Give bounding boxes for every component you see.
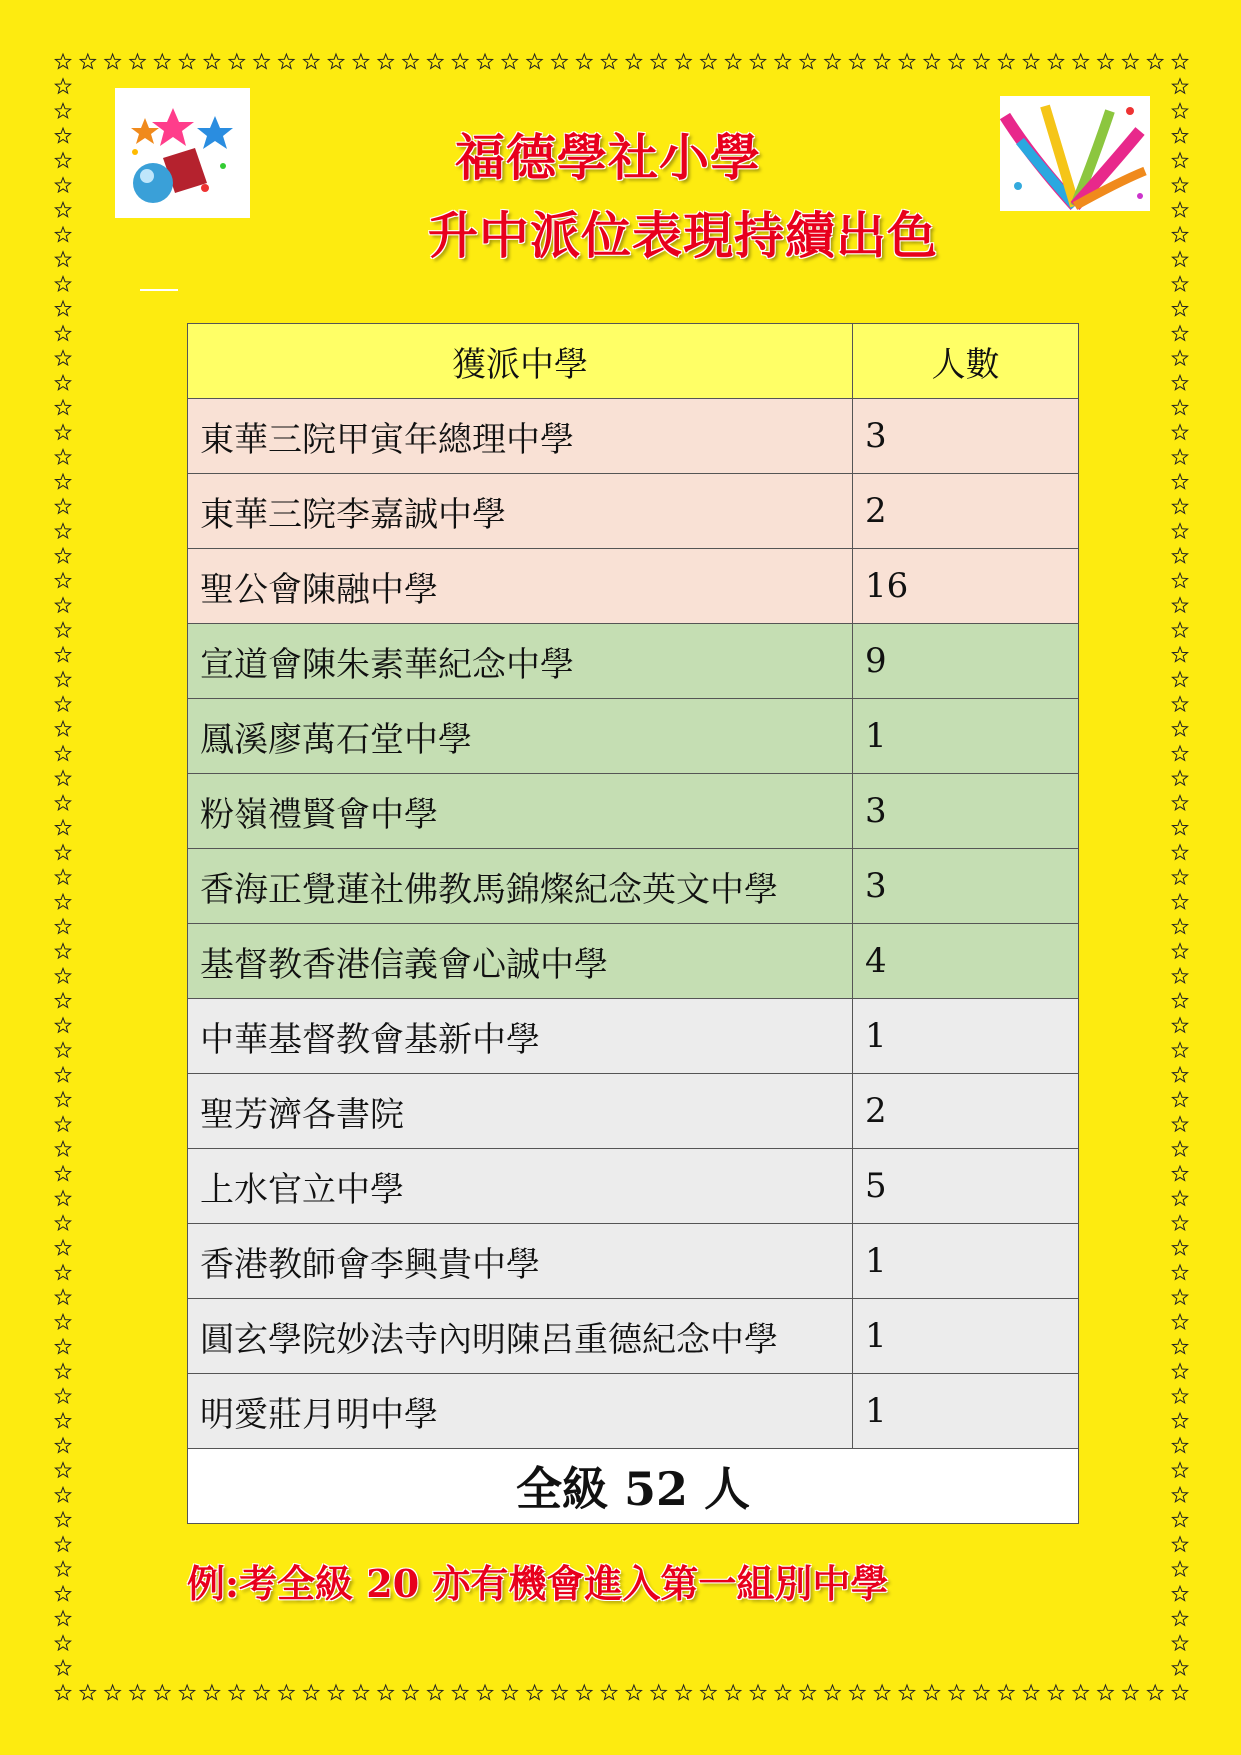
- border-star-icon: [1172, 573, 1187, 587]
- border-star-icon: [899, 54, 914, 69]
- border-star-icon: [1048, 1685, 1063, 1700]
- border-star-icon: [55, 1018, 70, 1032]
- table-row: [188, 849, 1079, 924]
- border-star-icon: [775, 1685, 790, 1700]
- border-star-icon: [1172, 301, 1187, 316]
- border-star-icon: [1172, 771, 1187, 785]
- border-star-icon: [1123, 54, 1138, 69]
- border-star-icon: [55, 524, 70, 539]
- border-star-icon: [850, 1685, 865, 1700]
- border-star-icon: [1172, 1018, 1187, 1032]
- border-star-icon: [105, 54, 120, 69]
- border-star-icon: [55, 400, 70, 414]
- divider: [140, 289, 178, 291]
- border-star-icon: [55, 870, 70, 885]
- border-star-icon: [602, 54, 617, 69]
- border-star-icon: [55, 672, 70, 687]
- total-row: [188, 1449, 1079, 1524]
- border-star-icon: [1172, 1586, 1187, 1600]
- border-star-icon: [1048, 54, 1063, 69]
- border-star-icon: [1073, 54, 1088, 69]
- border-star-icon: [105, 1685, 120, 1700]
- border-star-icon: [1172, 1314, 1187, 1329]
- student-count-cell: 1: [853, 1299, 1079, 1374]
- border-star-icon: [1172, 54, 1187, 69]
- border-star-icon: [1172, 894, 1187, 909]
- border-star-icon: [55, 1043, 70, 1058]
- table-row: [188, 549, 1079, 624]
- border-star-icon: [55, 1067, 70, 1082]
- student-count-cell: 9: [853, 624, 1079, 699]
- school-name-cell: 聖芳濟各書院: [188, 1074, 853, 1149]
- border-star-icon: [552, 1685, 567, 1700]
- border-star-icon: [55, 1537, 70, 1552]
- student-count-cell: 5: [853, 1149, 1079, 1224]
- border-star-icon: [1172, 1463, 1187, 1478]
- border-star-icon: [800, 1685, 815, 1700]
- border-star-icon: [378, 54, 393, 69]
- border-star-icon: [750, 54, 765, 69]
- border-star-icon: [55, 1561, 70, 1576]
- border-star-icon: [55, 1290, 70, 1305]
- border-star-icon: [55, 1512, 70, 1527]
- table-row: [188, 999, 1079, 1074]
- border-star-icon: [1172, 1191, 1187, 1205]
- border-star-icon: [55, 103, 70, 118]
- border-star-icon: [1172, 79, 1187, 94]
- border-star-icon: [577, 1685, 592, 1700]
- student-count-cell: 1: [853, 699, 1079, 774]
- school-name-cell: 東華三院甲寅年總理中學: [188, 399, 853, 474]
- border-star-icon: [55, 771, 70, 785]
- border-star-icon: [1172, 1364, 1187, 1379]
- student-count-cell: 3: [853, 399, 1079, 474]
- table-row: [188, 1149, 1079, 1224]
- border-star-icon: [1172, 870, 1187, 885]
- border-star-icon: [999, 54, 1014, 69]
- table-row: [188, 1224, 1079, 1299]
- border-star-icon: [55, 1413, 70, 1427]
- border-star-icon: [577, 54, 592, 69]
- border-star-icon: [1172, 103, 1187, 118]
- border-star-icon: [1024, 54, 1039, 69]
- table-row: [188, 774, 1079, 849]
- border-star-icon: [1148, 1685, 1163, 1700]
- border-star-icon: [1172, 1512, 1187, 1527]
- border-star-icon: [999, 1685, 1014, 1700]
- border-star-icon: [353, 1685, 368, 1700]
- border-star-icon: [1172, 524, 1187, 539]
- border-star-icon: [55, 894, 70, 909]
- border-star-icon: [55, 944, 70, 959]
- border-star-icon: [453, 54, 468, 69]
- border-star-icon: [502, 1685, 517, 1700]
- border-star-icon: [55, 301, 70, 316]
- border-star-icon: [775, 54, 790, 69]
- border-star-icon: [477, 54, 492, 69]
- table-body: [188, 399, 1079, 1449]
- border-star-icon: [825, 54, 840, 69]
- border-star-icon: [55, 820, 70, 834]
- total-count: 全級 52 人: [188, 1449, 1079, 1524]
- border-star-icon: [1073, 1685, 1088, 1700]
- border-star-icon: [477, 1685, 492, 1700]
- border-star-icon: [1172, 820, 1187, 834]
- border-star-icon: [55, 573, 70, 587]
- page-subtitle: 升中派位表現持續出色: [428, 207, 938, 265]
- border-star-icon: [55, 54, 70, 69]
- border-star-icon: [55, 128, 70, 143]
- school-name-cell: 基督教香港信義會心誠中學: [188, 924, 853, 999]
- border-star-icon: [1172, 1611, 1187, 1625]
- border-star-icon: [825, 1685, 840, 1700]
- border-star-icon: [55, 1141, 70, 1156]
- border-star-icon: [949, 54, 964, 69]
- border-star-icon: [1172, 178, 1187, 192]
- border-star-icon: [80, 54, 95, 69]
- placement-table: [187, 323, 1079, 1524]
- border-star-icon: [55, 178, 70, 192]
- border-star-icon: [949, 1685, 964, 1700]
- border-star-icon: [726, 54, 741, 69]
- border-star-icon: [1172, 326, 1187, 341]
- fireworks-burst-icon: [1000, 96, 1150, 211]
- border-star-icon: [1172, 598, 1187, 612]
- border-star-icon: [875, 1685, 890, 1700]
- border-star-icon: [1172, 375, 1187, 389]
- school-name-cell: 明愛莊月明中學: [188, 1374, 853, 1449]
- border-star-icon: [55, 1685, 70, 1700]
- border-star-icon: [924, 1685, 939, 1700]
- border-star-icon: [279, 1685, 294, 1700]
- border-star-icon: [875, 54, 890, 69]
- footnote: 例:考全級 20 亦有機會進入第一組別中學: [187, 1561, 889, 1606]
- border-star-icon: [55, 1240, 70, 1255]
- border-star-icon: [1172, 499, 1187, 514]
- border-star-icon: [1172, 1339, 1187, 1354]
- border-star-icon: [1172, 795, 1187, 809]
- border-star-icon: [1172, 128, 1187, 143]
- border-star-icon: [55, 79, 70, 94]
- table-row: [188, 1074, 1079, 1149]
- border-star-icon: [899, 1685, 914, 1700]
- border-star-icon: [453, 1685, 468, 1700]
- border-star-icon: [55, 647, 70, 662]
- border-star-icon: [1172, 1487, 1187, 1502]
- border-star-icon: [1098, 54, 1113, 69]
- border-star-icon: [254, 1685, 269, 1700]
- border-star-icon: [55, 252, 70, 267]
- table-row: [188, 1299, 1079, 1374]
- column-header-school: 獲派中學: [188, 324, 853, 399]
- border-star-icon: [304, 54, 319, 69]
- table-row: [188, 1374, 1079, 1449]
- student-count-cell: 3: [853, 774, 1079, 849]
- border-star-icon: [701, 1685, 716, 1700]
- student-count-cell: 2: [853, 1074, 1079, 1149]
- border-star-icon: [651, 54, 666, 69]
- border-star-icon: [676, 54, 691, 69]
- border-star-icon: [279, 54, 294, 69]
- border-star-icon: [304, 1685, 319, 1700]
- border-star-icon: [1172, 919, 1187, 934]
- school-name-cell: 香港教師會李興貴中學: [188, 1224, 853, 1299]
- border-star-icon: [1172, 672, 1187, 687]
- border-star-icon: [155, 54, 170, 69]
- border-star-icon: [1172, 1660, 1187, 1675]
- border-star-icon: [1172, 968, 1187, 983]
- border-star-icon: [1172, 697, 1187, 712]
- border-star-icon: [1172, 1265, 1187, 1280]
- border-star-icon: [1172, 993, 1187, 1007]
- school-name-cell: 粉嶺禮賢會中學: [188, 774, 853, 849]
- border-star-icon: [602, 1685, 617, 1700]
- border-star-icon: [527, 1685, 542, 1700]
- border-star-icon: [1172, 1067, 1187, 1082]
- border-star-icon: [55, 1586, 70, 1600]
- border-star-icon: [55, 721, 70, 736]
- border-star-icon: [1172, 1240, 1187, 1255]
- border-star-icon: [1148, 54, 1163, 69]
- border-star-icon: [55, 1339, 70, 1354]
- border-star-icon: [1172, 1636, 1187, 1650]
- border-star-icon: [204, 1685, 219, 1700]
- border-star-icon: [701, 54, 716, 69]
- table-row: [188, 699, 1079, 774]
- border-star-icon: [800, 54, 815, 69]
- border-star-icon: [254, 54, 269, 69]
- student-count-cell: 2: [853, 474, 1079, 549]
- border-star-icon: [55, 1636, 70, 1650]
- border-star-icon: [55, 1191, 70, 1205]
- border-star-icon: [55, 919, 70, 934]
- border-star-icon: [55, 795, 70, 809]
- border-star-icon: [1172, 845, 1187, 860]
- border-star-icon: [403, 54, 418, 69]
- table-row: [188, 474, 1079, 549]
- border-star-icon: [1172, 746, 1187, 761]
- border-star-icon: [55, 1092, 70, 1107]
- school-name-cell: 鳳溪廖萬石堂中學: [188, 699, 853, 774]
- student-count-cell: 16: [853, 549, 1079, 624]
- border-star-icon: [55, 474, 70, 489]
- border-star-icon: [55, 351, 70, 366]
- border-star-icon: [1172, 1413, 1187, 1427]
- border-star-icon: [1172, 276, 1187, 291]
- border-star-icon: [651, 1685, 666, 1700]
- border-star-icon: [924, 54, 939, 69]
- border-star-icon: [55, 499, 70, 514]
- border-star-icon: [1172, 1141, 1187, 1156]
- border-star-icon: [1172, 400, 1187, 414]
- border-star-icon: [55, 153, 70, 168]
- border-star-icon: [229, 1685, 244, 1700]
- school-name-cell: 東華三院李嘉誠中學: [188, 474, 853, 549]
- border-star-icon: [1172, 1166, 1187, 1181]
- border-star-icon: [1172, 1685, 1187, 1700]
- page-title: 福德學社小學: [455, 129, 761, 187]
- border-star-icon: [130, 54, 145, 69]
- border-star-icon: [55, 227, 70, 242]
- border-star-icon: [55, 598, 70, 612]
- border-star-icon: [428, 54, 443, 69]
- border-star-icon: [55, 968, 70, 983]
- border-star-icon: [378, 1685, 393, 1700]
- border-star-icon: [155, 1685, 170, 1700]
- border-star-icon: [180, 1685, 195, 1700]
- border-star-icon: [55, 1314, 70, 1329]
- border-star-icon: [55, 202, 70, 216]
- border-star-icon: [1172, 944, 1187, 959]
- border-star-icon: [552, 54, 567, 69]
- border-star-icon: [180, 54, 195, 69]
- student-count-cell: 4: [853, 924, 1079, 999]
- table-header-row: [188, 324, 1079, 399]
- border-star-icon: [1172, 1438, 1187, 1453]
- border-star-icon: [1172, 202, 1187, 216]
- student-count-cell: 1: [853, 999, 1079, 1074]
- border-star-icon: [55, 1487, 70, 1502]
- border-star-icon: [1024, 1685, 1039, 1700]
- border-star-icon: [229, 54, 244, 69]
- border-star-icon: [1098, 1685, 1113, 1700]
- border-star-icon: [55, 746, 70, 761]
- border-star-icon: [626, 54, 641, 69]
- border-star-icon: [130, 1685, 145, 1700]
- border-star-icon: [353, 54, 368, 69]
- border-star-icon: [1172, 721, 1187, 736]
- school-name-cell: 宣道會陳朱素華紀念中學: [188, 624, 853, 699]
- border-star-icon: [1172, 252, 1187, 267]
- border-star-icon: [626, 1685, 641, 1700]
- border-star-icon: [55, 1389, 70, 1403]
- school-name-cell: 聖公會陳融中學: [188, 549, 853, 624]
- table-row: [188, 624, 1079, 699]
- student-count-cell: 3: [853, 849, 1079, 924]
- border-star-icon: [974, 1685, 989, 1700]
- border-star-icon: [1172, 647, 1187, 662]
- border-star-icon: [55, 548, 70, 563]
- school-name-cell: 香海正覺蓮社佛教馬錦燦紀念英文中學: [188, 849, 853, 924]
- school-name-cell: 圓玄學院妙法寺內明陳呂重德紀念中學: [188, 1299, 853, 1374]
- border-star-icon: [1172, 1216, 1187, 1230]
- border-star-icon: [1172, 1117, 1187, 1132]
- border-star-icon: [55, 276, 70, 291]
- border-star-icon: [1172, 1290, 1187, 1305]
- table-row: [188, 924, 1079, 999]
- border-star-icon: [1123, 1685, 1138, 1700]
- border-star-icon: [1172, 449, 1187, 464]
- border-star-icon: [55, 449, 70, 464]
- border-star-icon: [1172, 425, 1187, 440]
- border-star-icon: [55, 1265, 70, 1280]
- border-star-icon: [1172, 548, 1187, 563]
- border-star-icon: [676, 1685, 691, 1700]
- border-star-icon: [1172, 153, 1187, 168]
- border-star-icon: [55, 622, 70, 637]
- border-star-icon: [55, 1166, 70, 1181]
- border-star-icon: [1172, 1561, 1187, 1576]
- table-row: [188, 399, 1079, 474]
- column-header-count: 人數: [853, 324, 1079, 399]
- border-star-icon: [55, 425, 70, 440]
- border-star-icon: [502, 54, 517, 69]
- border-star-icon: [1172, 1043, 1187, 1058]
- border-star-icon: [1172, 1389, 1187, 1403]
- border-star-icon: [750, 1685, 765, 1700]
- border-star-icon: [55, 993, 70, 1007]
- border-star-icon: [55, 1438, 70, 1453]
- border-star-icon: [428, 1685, 443, 1700]
- border-star-icon: [55, 1364, 70, 1379]
- border-star-icon: [55, 1463, 70, 1478]
- border-star-icon: [55, 1611, 70, 1625]
- border-star-icon: [1172, 1537, 1187, 1552]
- border-star-icon: [1172, 351, 1187, 366]
- border-star-icon: [55, 326, 70, 341]
- student-count-cell: 1: [853, 1224, 1079, 1299]
- border-star-icon: [55, 1660, 70, 1675]
- border-star-icon: [328, 1685, 343, 1700]
- party-balloons-icon: [115, 88, 250, 218]
- border-star-icon: [974, 54, 989, 69]
- border-star-icon: [204, 54, 219, 69]
- border-star-icon: [850, 54, 865, 69]
- school-name-cell: 中華基督教會基新中學: [188, 999, 853, 1074]
- border-star-icon: [1172, 1092, 1187, 1107]
- student-count-cell: 1: [853, 1374, 1079, 1449]
- border-star-icon: [55, 1117, 70, 1132]
- border-star-icon: [55, 1216, 70, 1230]
- border-star-icon: [726, 1685, 741, 1700]
- border-star-icon: [55, 697, 70, 712]
- border-star-icon: [1172, 227, 1187, 242]
- border-star-icon: [55, 845, 70, 860]
- border-star-icon: [328, 54, 343, 69]
- border-star-icon: [527, 54, 542, 69]
- border-star-icon: [55, 375, 70, 389]
- border-star-icon: [1172, 474, 1187, 489]
- border-star-icon: [80, 1685, 95, 1700]
- border-star-icon: [403, 1685, 418, 1700]
- border-star-icon: [1172, 622, 1187, 637]
- school-name-cell: 上水官立中學: [188, 1149, 853, 1224]
